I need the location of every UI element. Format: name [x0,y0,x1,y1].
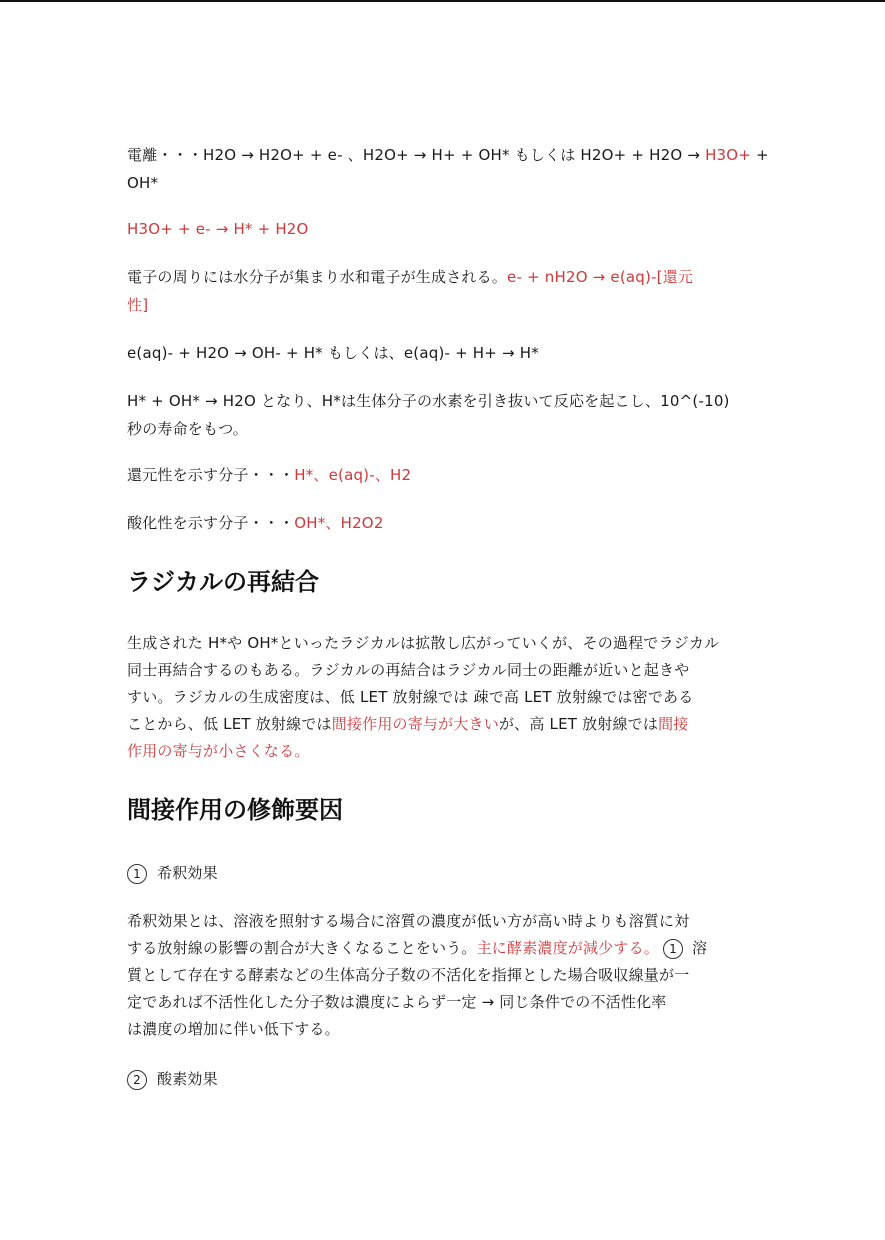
dilution-line-1: 希釈効果とは、溶液を照射する場合に溶質の濃度が低い方が高い時よりも溶質に対 [127,912,690,930]
recomb-line-4: ことから、低 LET 放射線では間接作用の寄与が大きいが、高 LET 放射線では間接 [127,715,689,733]
h-radical-line-2: 秒の寿命をもつ。 [127,420,249,438]
recomb-line-5: 作用の寄与が小さくなる。 [127,742,310,760]
hydrated-electron-equation: e- + nH2O → e(aq)-[還元 [507,268,694,286]
circled-number-1-inline: 1 [663,939,683,959]
dilution-line-2: する放射線の影響の割合が大きくなることをいう。主に酵素濃度が減少する。 1 溶 [127,939,708,957]
ionization-line-1: 電離・・・H2O → H2O+ + e- 、H2O+ → H+ + OH* もしくは H2O+ + H2O → H3O+ + [127,146,769,164]
indirect-large-highlight: 間接作用の寄与が大きい [331,715,499,733]
circled-number-1: 1 [127,864,147,884]
h-radical-line-1: H* + OH* → H2O となり、H*は生体分子の水素を引き抜いて反応を起こし、10^(-10) [127,392,730,410]
h3o-reaction: H3O+ + e- → H* + H2O [127,220,309,238]
ionization-line-2: OH* [127,174,159,192]
oxidizing-list: OH*、H2O2 [294,514,384,532]
h3o-highlight: H3O+ [705,146,752,164]
reducing-list: H*、e(aq)-、H2 [294,466,412,484]
hydrated-electron-line-2: 性] [127,296,149,314]
dilution-line-4: 定であれば不活性化した分子数は濃度によらず一定 → 同じ条件での不活性化率 [127,993,667,1011]
recomb-line-2: 同士再結合するのもある。ラジカルの再結合はラジカル同士の距離が近いと起きや [127,661,690,679]
eaq-reaction: e(aq)- + H2O → OH- + H* もしくは、e(aq)- + H+ → H* [127,344,539,362]
item-oxygen-effect: 2 酸素効果 [127,1066,218,1092]
circled-number-2: 2 [127,1070,147,1090]
item-dilution-effect: 1 希釈効果 [127,860,218,886]
oxidizing-molecules: 酸化性を示す分子・・・OH*、H2O2 [127,514,384,532]
recomb-line-1: 生成された H*や OH*といったラジカルは拡散し広がっていくが、その過程でラジカル [127,634,720,652]
dilution-line-5: は濃度の増加に伴い低下する。 [127,1020,340,1038]
reducing-molecules: 還元性を示す分子・・・H*、e(aq)-、H2 [127,466,412,484]
heading-radical-recombination: ラジカルの再結合 [127,568,319,596]
dilution-line-3: 質として存在する酵素などの生体高分子数の不活化を指揮とした場合吸収線量が一 [127,966,690,984]
heading-indirect-modifiers: 間接作用の修飾要因 [127,796,343,824]
top-border [0,0,885,2]
recomb-line-3: すい。ラジカルの生成密度は、低 LET 放射線では 疎で高 LET 放射線では密である [127,688,694,706]
hydrated-electron-line-1: 電子の周りには水分子が集まり水和電子が生成される。e- + nH2O → e(aq)-[還元 [127,268,694,286]
enzyme-decrease-highlight: 主に酵素濃度が減少する。 [476,939,660,957]
